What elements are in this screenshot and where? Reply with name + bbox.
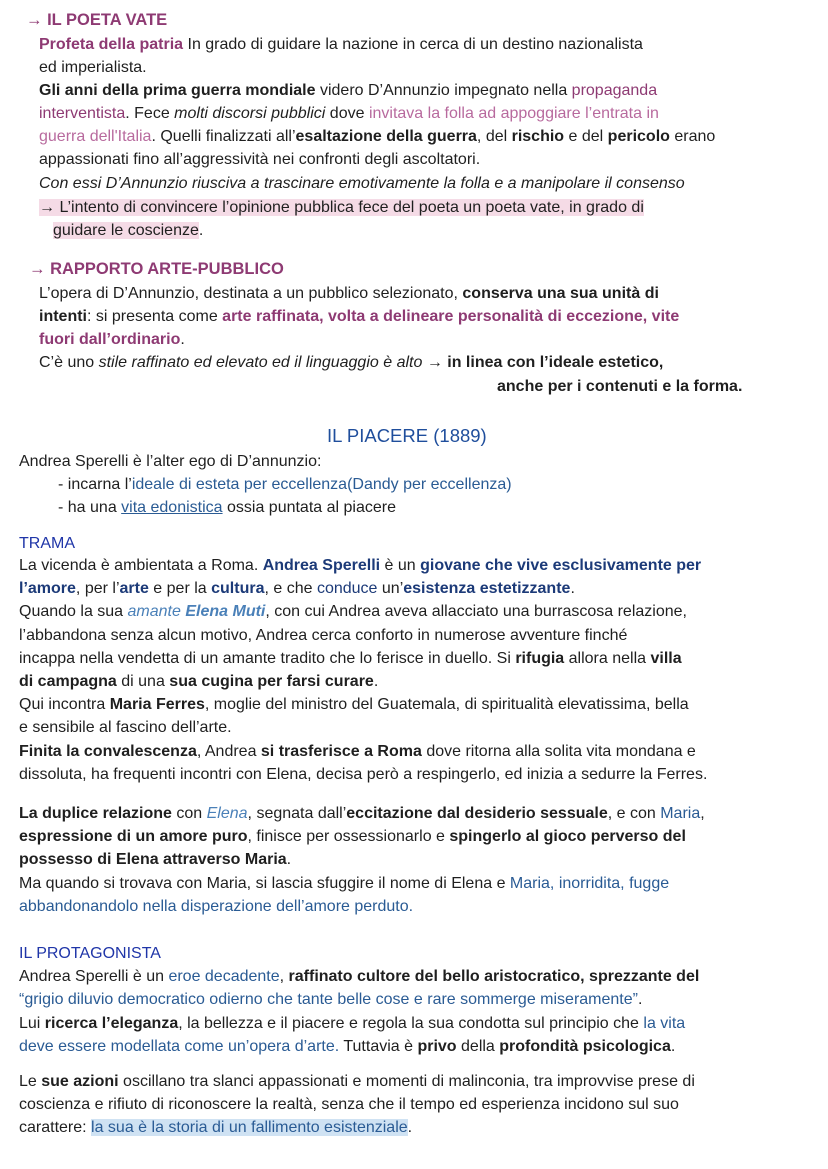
text-line (19, 577, 575, 600)
text-span: , del (476, 128, 512, 145)
text-span: . Fece (125, 105, 175, 122)
text-span: In grado di guidare la nazione in cerca di un destino nazionalista (183, 36, 643, 53)
text-span: , e che (264, 580, 317, 597)
text-line (39, 282, 659, 305)
text-span: , moglie del ministro del Guatemala, di spiritualità elevatissima, bella (204, 696, 689, 713)
text-span: e del (564, 128, 608, 145)
text-span: . (670, 1038, 676, 1055)
text-span: videro D’Annunzio impegnato nella (315, 82, 572, 99)
text-span: arte (119, 580, 149, 597)
text-span: , (700, 805, 705, 822)
text-span: l’amore (19, 580, 76, 597)
text-span: stile raffinato ed elevato ed il linguaggio è alto (98, 354, 423, 371)
text-line (19, 988, 642, 1011)
text-span: e sensibile al fascino dell’arte. (19, 719, 232, 736)
text-span: La duplice relazione (19, 805, 172, 822)
text-span: : si presenta come (87, 308, 223, 325)
text-span: dove (325, 105, 369, 122)
text-span: è un (380, 557, 421, 574)
text-span: in linea con l’ideale estetico, (447, 354, 664, 371)
text-span: , finisce per ossessionarlo e (247, 828, 450, 845)
text-span: si trasferisce a Roma (260, 743, 422, 760)
text-span: privo (417, 1038, 457, 1055)
text-span: La vicenda è ambientata a Roma. (19, 557, 263, 574)
text-line (19, 554, 701, 577)
text-line (19, 1093, 679, 1116)
text-line (19, 1035, 675, 1058)
highlight-line (53, 219, 203, 242)
text-span: . (407, 1119, 413, 1136)
text-span: Quando la sua (19, 603, 128, 620)
text-span: profondità psicologica (499, 1038, 671, 1055)
text-span: anche per i contenuti e la forma. (497, 378, 743, 395)
text-span: eccitazione dal desiderio sessuale (346, 805, 608, 822)
text-span: Profeta della patria (39, 36, 184, 53)
text-line (39, 172, 685, 195)
text-line (19, 895, 413, 918)
text-span: Andrea Sperelli è l’alter ego di D’annunzio: (19, 453, 322, 470)
text-line (39, 305, 679, 328)
text-line (19, 740, 696, 763)
text-span: appassionati fino all’aggressività nei confronti degli ascoltatori. (39, 151, 481, 168)
text-span: guerra dell'Italia (39, 128, 152, 145)
text-span: , (279, 968, 289, 985)
text-line (19, 600, 687, 623)
text-span: ricerca l’eleganza (44, 1015, 179, 1032)
text-span: la vita (643, 1015, 686, 1032)
text-span: . (373, 673, 379, 690)
text-line (39, 102, 659, 125)
text-span: . Quelli finalizzati all’ (151, 128, 296, 145)
text-span: Maria, inorridita, fugge (509, 875, 670, 892)
text-span: dove ritorna alla solita vita mondana e (421, 743, 696, 760)
text-span: , segnata dall’ (247, 805, 347, 822)
list-item (58, 473, 512, 496)
text-span: invitava la folla ad appoggiare l’entrata in (368, 105, 659, 122)
text-span: molti discorsi pubblici (174, 105, 326, 122)
text-span: propaganda (571, 82, 658, 99)
text-span: Maria (660, 805, 701, 822)
text-span: , per l’ (75, 580, 120, 597)
text-span: C’è uno (39, 354, 99, 371)
text-span: ideale di esteta per eccellenza(Dandy per eccellenza) (131, 476, 512, 493)
text-span: di campagna (19, 673, 117, 690)
text-span: sua cugina per farsi curare (169, 673, 374, 690)
text-line (497, 375, 742, 398)
text-span: ossia puntata al piacere (222, 499, 396, 516)
text-span: . (198, 222, 204, 239)
text-span: Le (19, 1073, 42, 1090)
text-span: vita edonistica (121, 499, 223, 516)
text-line (19, 450, 321, 473)
text-span: Elena (206, 805, 248, 822)
text-line (19, 802, 705, 825)
highlighted-text: guidare le coscienze (53, 222, 199, 239)
text-span: deve essere modellata come un’opera d’arte. (19, 1038, 340, 1055)
text-line (39, 148, 480, 171)
text-span: di una (116, 673, 170, 690)
text-line (39, 125, 715, 148)
text-span: esaltazione della guerra (295, 128, 477, 145)
text-span: . (286, 851, 292, 868)
text-span: Andrea Sperelli è un (19, 968, 169, 985)
text-span: oscillano tra slanci appassionati e momenti di malinconia, tra improvvise prese di (118, 1073, 695, 1090)
text-span: , e con (607, 805, 661, 822)
text-span: incappa nella vendetta di un amante tradito che lo ferisce in duello. Si (19, 650, 516, 667)
section-heading-protagonista: IL PROTAGONISTA (19, 945, 161, 962)
text-span: → (422, 354, 448, 371)
text-span: , Andrea (196, 743, 261, 760)
text-span: cultura (211, 580, 265, 597)
text-line (39, 328, 185, 351)
text-span: carattere: (19, 1119, 92, 1136)
text-line (39, 351, 663, 374)
text-line (19, 965, 699, 988)
text-span: , la bellezza e il piacere e regola la sua condotta sul principio che (178, 1015, 644, 1032)
text-span: , con cui Andrea aveva allacciato una burrascosa relazione, (265, 603, 687, 620)
text-line (19, 825, 686, 848)
highlighted-text: → L’intento di convincere l’opinione pubblica fece del poeta un poeta vate, in grado di (39, 199, 644, 216)
section-heading-poeta-vate: → IL POETA VATE (26, 11, 168, 29)
list-item (58, 496, 396, 519)
text-span: Lui (19, 1015, 45, 1032)
text-span: della (456, 1038, 500, 1055)
text-span: Finita la convalescenza (19, 743, 197, 760)
text-span: - incarna l’ (58, 476, 132, 493)
text-span: sue azioni (41, 1073, 119, 1090)
text-span: Ma quando si trovava con Maria, si lascia sfuggire il nome di Elena e (19, 875, 510, 892)
highlighted-text: la sua è la storia di un fallimento esistenziale (91, 1119, 408, 1136)
text-span: spingerlo al gioco perverso del (449, 828, 686, 845)
text-span: arte raffinata, volta a delineare personalità di eccezione, vite (222, 308, 680, 325)
text-span: conduce (316, 580, 378, 597)
text-span: Tuttavia è (339, 1038, 418, 1055)
text-line (19, 1116, 412, 1139)
text-span: e per la (148, 580, 212, 597)
text-span: conserva una sua unità di (462, 285, 659, 302)
highlight-line (39, 196, 644, 219)
text-span: - ha una (58, 499, 122, 516)
text-span: abbandonandolo nella disperazione dell’amore perduto. (19, 898, 414, 915)
text-span: con (171, 805, 207, 822)
text-span: espressione di un amore puro (19, 828, 248, 845)
text-span: erano (669, 128, 716, 145)
text-span: Andrea Sperelli (262, 557, 381, 574)
text-span: Gli anni della prima guerra mondiale (39, 82, 316, 99)
section-heading-trama: TRAMA (19, 535, 75, 552)
text-span: Maria Ferres (109, 696, 205, 713)
text-span: “grigio diluvio democratico odierno che tante belle cose e rare sommerge miseramente” (19, 991, 638, 1008)
text-span: Con essi D’Annunzio riusciva a trascinare emotivamente la folla e a manipolare il consenso (39, 175, 685, 192)
text-span: possesso di Elena attraverso Maria (19, 851, 287, 868)
text-span: rischio (511, 128, 565, 145)
text-span: un’ (377, 580, 404, 597)
page-title: IL PIACERE (1889) (327, 425, 487, 446)
text-line (19, 647, 682, 670)
text-span: coscienza e rifiuto di riconoscere la realtà, senza che il tempo ed esperienza incidono sul suo (19, 1096, 679, 1113)
text-line (19, 624, 627, 647)
text-span: pericolo (607, 128, 670, 145)
text-line (19, 670, 378, 693)
text-span: rifugia (515, 650, 565, 667)
text-line (19, 716, 232, 739)
text-span: Qui incontra (19, 696, 110, 713)
text-span: interventista (39, 105, 126, 122)
text-span: dissoluta, ha frequenti incontri con Elena, decisa però a respingerlo, ed inizia a sedurre la Ferres. (19, 766, 708, 783)
text-span: allora nella (564, 650, 651, 667)
text-span: . (637, 991, 643, 1008)
text-line (39, 79, 657, 102)
text-span: raffinato cultore del bello aristocratico, sprezzante del (288, 968, 700, 985)
text-span: l’abbandona senza alcun motivo, Andrea cerca conforto in numerose avventure finché (19, 627, 628, 644)
text-span: giovane che vive esclusivamente per (420, 557, 702, 574)
text-span: . (570, 580, 575, 597)
text-line (19, 693, 689, 716)
text-line (19, 763, 707, 786)
text-span: amante (127, 603, 181, 620)
text-span: esistenza estetizzante (403, 580, 571, 597)
text-line (19, 1070, 695, 1093)
text-span: L’opera di D’Annunzio, destinata a un pubblico selezionato, (39, 285, 463, 302)
text-span: Elena Muti (185, 603, 266, 620)
text-span: eroe decadente (168, 968, 280, 985)
text-line (19, 848, 291, 871)
text-span: fuori dall’ordinario (39, 331, 181, 348)
text-line (19, 1012, 685, 1035)
text-span: . (180, 331, 185, 348)
text-span: intenti (39, 308, 87, 325)
text-line (19, 872, 669, 895)
text-span: ed imperialista. (39, 59, 147, 76)
text-line (39, 33, 643, 56)
section-heading-rapporto: → RAPPORTO ARTE-PUBBLICO (29, 260, 284, 278)
text-line (39, 56, 147, 79)
text-span: villa (650, 650, 682, 667)
